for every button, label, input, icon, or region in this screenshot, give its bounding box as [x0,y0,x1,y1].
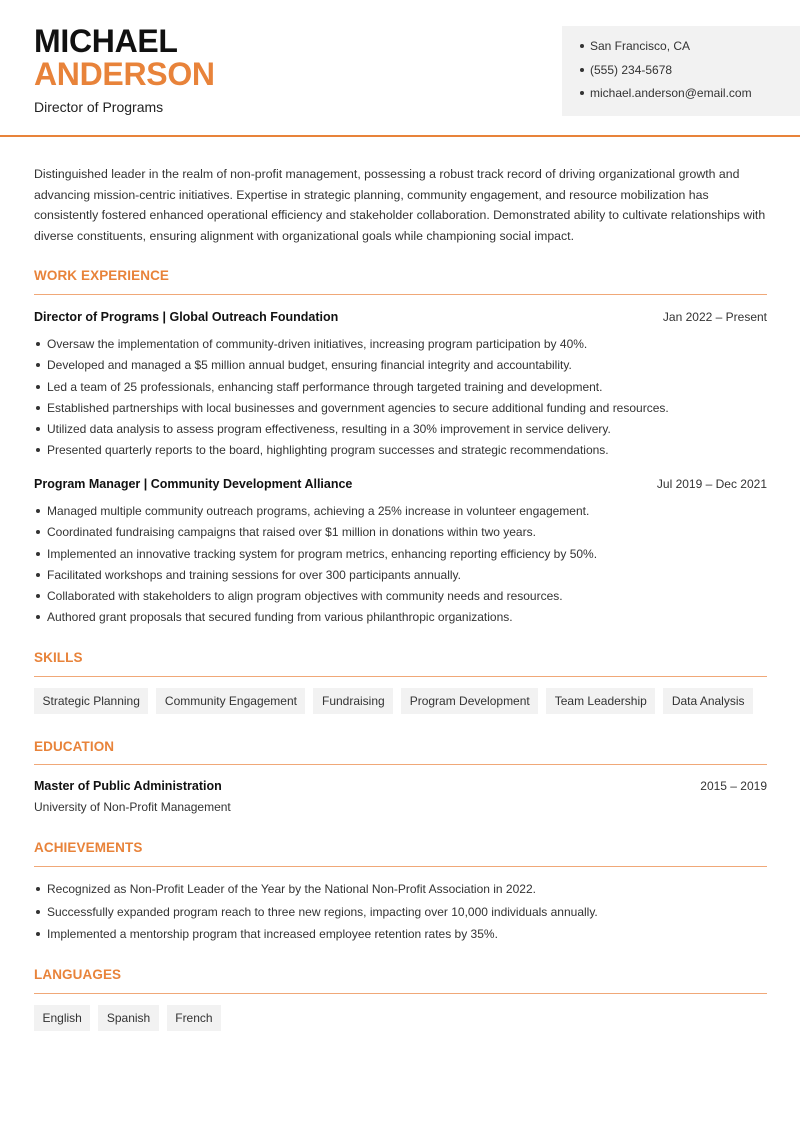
job-bullets [34,336,769,464]
list-item: Managed multiple community outreach programs, achieving a 25% increase in volunteer engagement. [34,503,769,524]
list-item: Led a team of 25 professionals, enhancing staff performance through targeted training and development. [34,379,769,400]
skill-tag: Community Engagement [156,688,305,714]
skill-tag: Fundraising [313,688,393,714]
section-divider [34,993,767,994]
list-item: Implemented an innovative tracking system for program metrics, enhancing reporting efficiency by 50%. [34,546,769,567]
skill-tag: Team Leadership [546,688,655,714]
list-item: Implemented a mentorship program that increased employee retention rates by 35%. [34,926,769,949]
skill-tag: Program Development [401,688,538,714]
job-bullets [34,503,769,631]
contact-location: San Francisco, CA [580,37,800,61]
summary: Distinguished leader in the realm of non-profit management, possessing a robust track record of driving organizational growth and advancing mission-centric initiatives. Expertise in strategic planning, community engagement, and resource mobilization has consistently fostered enhanced operational efficiency and stakeholder collaboration. Demonstrated ability to cultivate relationships with diverse constituents, ensuring alignment with organizational goals while championing social impact. [34,167,766,243]
list-item: Collaborated with stakeholders to align program objectives with community needs and resources. [34,588,769,609]
job-title: Director of Programs [34,99,164,115]
education-dates: 2015 – 2019 [700,779,767,793]
first-name: MICHAEL [34,23,178,59]
list-item: Utilized data analysis to assess program effectiveness, resulting in a 30% improvement in service delivery. [34,421,769,442]
list-item: Oversaw the implementation of community-driven initiatives, increasing program participation by 40%. [34,336,769,357]
job-heading: Program Manager | Community Development Alliance [34,477,353,491]
achievements-list [34,881,769,949]
section-title-education: EDUCATION [34,739,115,754]
section-divider [34,294,767,295]
job-dates: Jul 2019 – Dec 2021 [656,477,767,491]
list-item: Presented quarterly reports to the board, highlighting program successes and strategic recommendations. [34,442,769,463]
resume-header [0,0,800,137]
list-item: Coordinated fundraising campaigns that raised over $1 million in donations within two years. [34,524,769,545]
section-divider [34,866,767,867]
list-item: Developed and managed a $5 million annual budget, ensuring financial integrity and accountability. [34,357,769,378]
list-item: Established partnerships with local businesses and government agencies to secure additional funding and resources. [34,400,769,421]
languages-list [34,1005,221,1031]
section-title-skills: SKILLS [34,650,83,665]
job-heading: Director of Programs | Global Outreach Foundation [34,310,339,324]
contact-box [562,26,800,116]
education-school: University of Non-Profit Management [34,800,231,814]
list-item: Successfully expanded program reach to three new regions, impacting over 10,000 individuals annually. [34,904,769,927]
job-dates: Jan 2022 – Present [662,310,767,324]
list-item: Authored grant proposals that secured funding from various philanthropic organizations. [34,609,769,630]
section-title-languages: LANGUAGES [34,967,122,982]
skills-list [34,688,753,714]
list-item: Recognized as Non-Profit Leader of the Year by the National Non-Profit Association in 2022. [34,881,769,904]
skill-tag: Strategic Planning [34,688,148,714]
section-title-achievements: ACHIEVEMENTS [34,840,143,855]
education-degree: Master of Public Administration [34,779,222,793]
contact-phone: (555) 234-5678 [580,61,800,85]
section-title-work: WORK EXPERIENCE [34,268,170,283]
language-tag: English [34,1005,90,1031]
language-tag: Spanish [98,1005,158,1031]
last-name: ANDERSON [34,56,215,92]
language-tag: French [167,1005,221,1031]
skill-tag: Data Analysis [663,688,753,714]
contact-email: michael.anderson@email.com [580,84,800,108]
section-divider [34,676,767,677]
list-item: Facilitated workshops and training sessions for over 300 participants annually. [34,567,769,588]
section-divider [34,764,767,765]
